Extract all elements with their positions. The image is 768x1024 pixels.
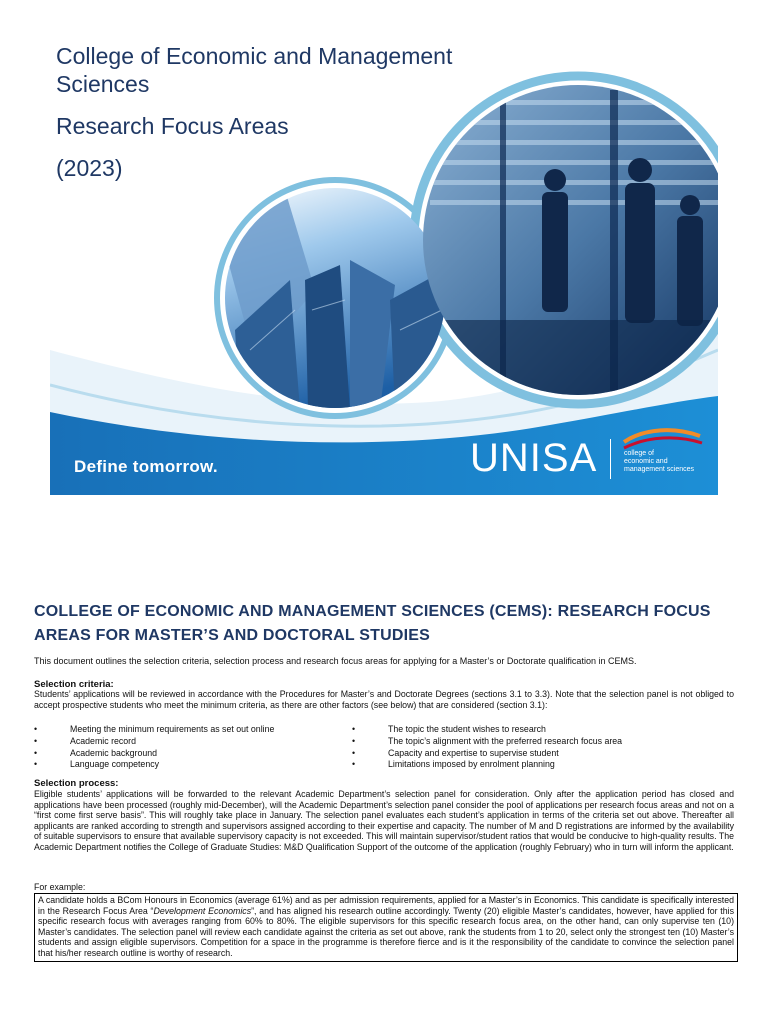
list-item: • Meeting the minimum requirements as set out online (34, 724, 274, 736)
criteria-list-left (34, 724, 274, 771)
list-item: • Limitations imposed by enrolment planning (352, 759, 622, 771)
list-item: • Capacity and expertise to supervise student (352, 748, 622, 760)
cover-title-line: College of Economic and Management (56, 43, 453, 69)
example-text: A candidate holds a BCom Honours in Economics (average 61%) and as per admission requirements, applied for a Master’s in Economics. This candidate is specifically interested in the Research Focus Area “ (38, 895, 734, 916)
college-logo-line: economic and (624, 458, 668, 465)
list-item: • The topic’s alignment with the preferred research focus area (352, 736, 622, 748)
college-logo-line: college of (624, 450, 654, 457)
cover-image (50, 30, 718, 495)
document-title (34, 600, 754, 648)
criteria-list-right (352, 724, 622, 771)
college-logo-line: management sciences (624, 466, 695, 473)
example-focus-area: Development Economics (153, 905, 252, 916)
cover-title-line: Sciences (56, 71, 150, 97)
document-title-line: AREAS FOR MASTER’S AND DOCTORAL STUDIES (34, 627, 430, 644)
example-label: For example: (34, 882, 86, 892)
list-item: • Language competency (34, 759, 274, 771)
selection-process-heading: Selection process: (34, 778, 119, 789)
list-item: • The topic the student wishes to research (352, 724, 622, 736)
cover-subtitle: Research Focus Areas (56, 113, 289, 139)
unisa-logo: UNISA (470, 436, 598, 480)
example-box (34, 893, 738, 962)
cover-title (56, 42, 452, 182)
tagline: Define tomorrow. (74, 457, 218, 476)
intro-text: This document outlines the selection criteria, selection process and research focus areas for applying for a Master’s or Doctorate qualification in CEMS. (34, 656, 637, 666)
list-item: • Academic record (34, 736, 274, 748)
example-text: ”, and has aligned his research outline accordingly. Twenty (20) eligible Master’s candidates, however, have applied for this specific research focus with averages ranging from 60% to 80%. The eligible supervisors for this specific research focus area, on the other hand, can only supervise ten (10) Master’s candidates. The selection panel will review each candidate against the criteria as set out above, rank the students from 1 to 20, select only the strongest ten (10) Master’s students and assign eligible supervisors. Competition for a space in the programme is therefore fierce and is it the responsibility of the candidate to convince the selection panel that his/her research outline is worthy of research. (38, 905, 734, 958)
selection-criteria-heading: Selection criteria: (34, 679, 114, 690)
selection-process-text: Eligible students’ applications will be forwarded to the relevant Academic Department’s selection panel for consideration. Only after the application period has closed and applications have been processed (roughly mid-December), will the Academic Department’s selection panel consider the pool of applications per research focus areas and not on a “first come first serve basis”. This will roughly take place in January. The selection panel evaluates each student’s application in terms of the criteria set out above. Thereafter all applicants are ranked according to strength and supervisors assigned according to their expertise and capacity. The number of M and D registrations are informed by the availability of suitable supervisors to ensure that available supervisory capacity is not exceeded. This will maintain supervisor/student ratios that would be conducive to high-quality results. The Academic Department notifies the College of Graduate Studies: M&D Qualification Support of the outcome of the application (roughly February) who in turn will inform the applicant. (34, 789, 734, 852)
list-item: • Academic background (34, 748, 274, 760)
logo-divider (610, 439, 611, 479)
cover-year: (2023) (56, 155, 123, 181)
document-title-line: COLLEGE OF ECONOMIC AND MANAGEMENT SCIENCES (CEMS): RESEARCH FOCUS (34, 603, 711, 620)
selection-criteria-text: Students’ applications will be reviewed in accordance with the Procedures for Master’s and Doctorate Degrees (sections 3.1 to 3.3). Note that the selection panel is not obliged to accept prospective students who meet the minimum criteria, as there are other factors (see below) that are considered (section 3.1): (34, 689, 734, 710)
college-logo-text (624, 450, 694, 474)
